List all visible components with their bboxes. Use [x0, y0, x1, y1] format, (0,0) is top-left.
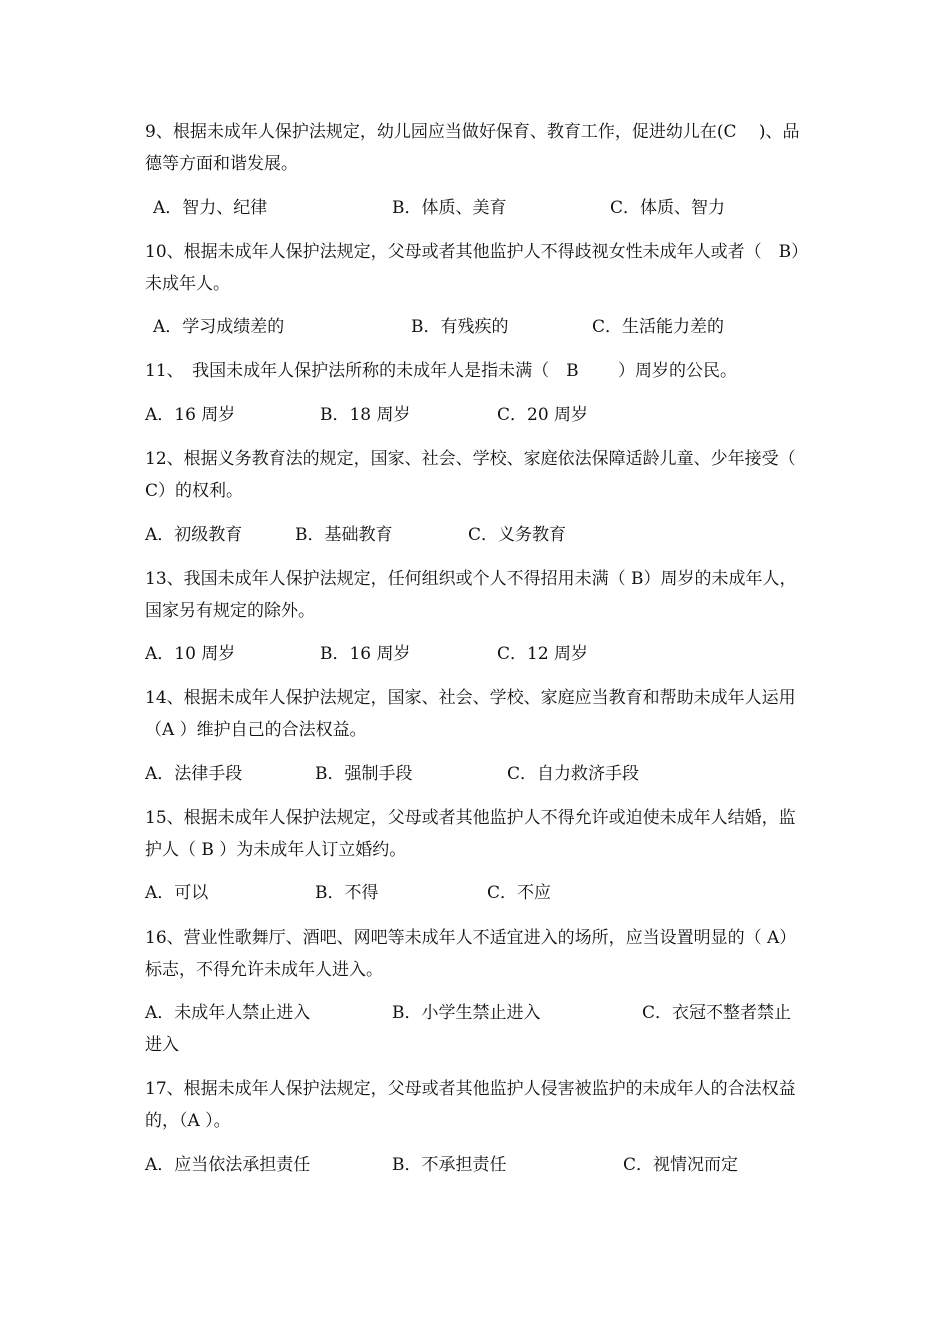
option-11-c: C．20 周岁 [497, 405, 589, 425]
options-10 [145, 311, 810, 343]
question-12: 12、根据义务教育法的规定，国家、社会、学校、家庭依法保障适龄儿童、少年接受（ C）的权利。 [145, 449, 796, 501]
option-13-a: A．10 周岁 [145, 644, 236, 664]
option-10-c: C．生活能力差的 [592, 317, 725, 337]
option-14-a: A．法律手段 [145, 764, 243, 784]
question-13: 13、我国未成年人保护法规定，任何组织或个人不得招用未满（ B）周岁的未成年人，国家另有规定的除外。 [145, 569, 797, 621]
option-17-c: C．视情况而定 [623, 1155, 739, 1175]
option-15-c: C．不应 [487, 883, 552, 903]
option-10-b: B．有残疾的 [411, 317, 509, 337]
question-16: 16、营业性歌舞厅、酒吧、网吧等未成年人不适宜进入的场所，应当设置明显的（ A）标志，不得允许未成年人进入。 [145, 928, 797, 980]
option-9-a: A．智力、纪律 [153, 198, 268, 218]
question-15: 15、根据未成年人保护法规定，父母或者其他监护人不得允许或迫使未成年人结婚，监护人（ B ）为未成年人订立婚约。 [145, 808, 796, 860]
option-16-b: B．小学生禁止进入 [392, 1003, 541, 1023]
option-9-c: C．体质、智力 [610, 198, 726, 218]
options-12 [145, 519, 810, 551]
option-12-c: C．义务教育 [468, 525, 567, 545]
option-16-c: C．衣冠不整者禁止 [642, 1003, 792, 1023]
option-17-b: B．不承担责任 [392, 1155, 507, 1175]
option-13-b: B．16 周岁 [320, 644, 411, 664]
option-11-a: A．16 周岁 [145, 405, 236, 425]
option-13-c: C．12 周岁 [497, 644, 589, 664]
options-16 [145, 997, 810, 1061]
option-10-a: A．学习成绩差的 [153, 317, 285, 337]
question-17: 17、根据未成年人保护法规定，父母或者其他监护人侵害被监护的未成年人的合法权益的，（A ）。 [145, 1079, 796, 1131]
option-12-a: A．初级教育 [145, 525, 243, 545]
options-9 [145, 192, 810, 224]
option-9-b: B．体质、美育 [392, 198, 507, 218]
option-17-a: A．应当依法承担责任 [145, 1155, 311, 1175]
question-14: 14、根据未成年人保护法规定，国家、社会、学校、家庭应当教育和帮助未成年人运用（A ）维护自己的合法权益。 [145, 688, 796, 740]
option-14-b: B．强制手段 [315, 764, 413, 784]
question-11: 11、 我国未成年人保护法所称的未成年人是指未满（ B ）周岁的公民。 [145, 361, 738, 381]
options-14 [145, 758, 810, 790]
question-9: 9、根据未成年人保护法规定，幼儿园应当做好保育、教育工作，促进幼儿在(C )、品德等方面和谐发展。 [145, 122, 800, 174]
option-15-b: B．不得 [315, 883, 379, 903]
option-11-b: B．18 周岁 [320, 405, 411, 425]
option-16-a: A．未成年人禁止进入 [145, 1003, 311, 1023]
option-15-a: A．可以 [145, 883, 209, 903]
option-12-b: B．基础教育 [295, 525, 393, 545]
question-10: 10、根据未成年人保护法规定，父母或者其他监护人不得歧视女性未成年人或者（ B）未成年人。 [145, 242, 809, 294]
option-14-c: C．自力救济手段 [507, 764, 640, 784]
options-13 [145, 638, 810, 670]
options-11 [145, 399, 810, 431]
options-17 [145, 1149, 810, 1181]
option-16-c-continued: 进入 [145, 1035, 179, 1055]
options-15 [145, 877, 810, 909]
